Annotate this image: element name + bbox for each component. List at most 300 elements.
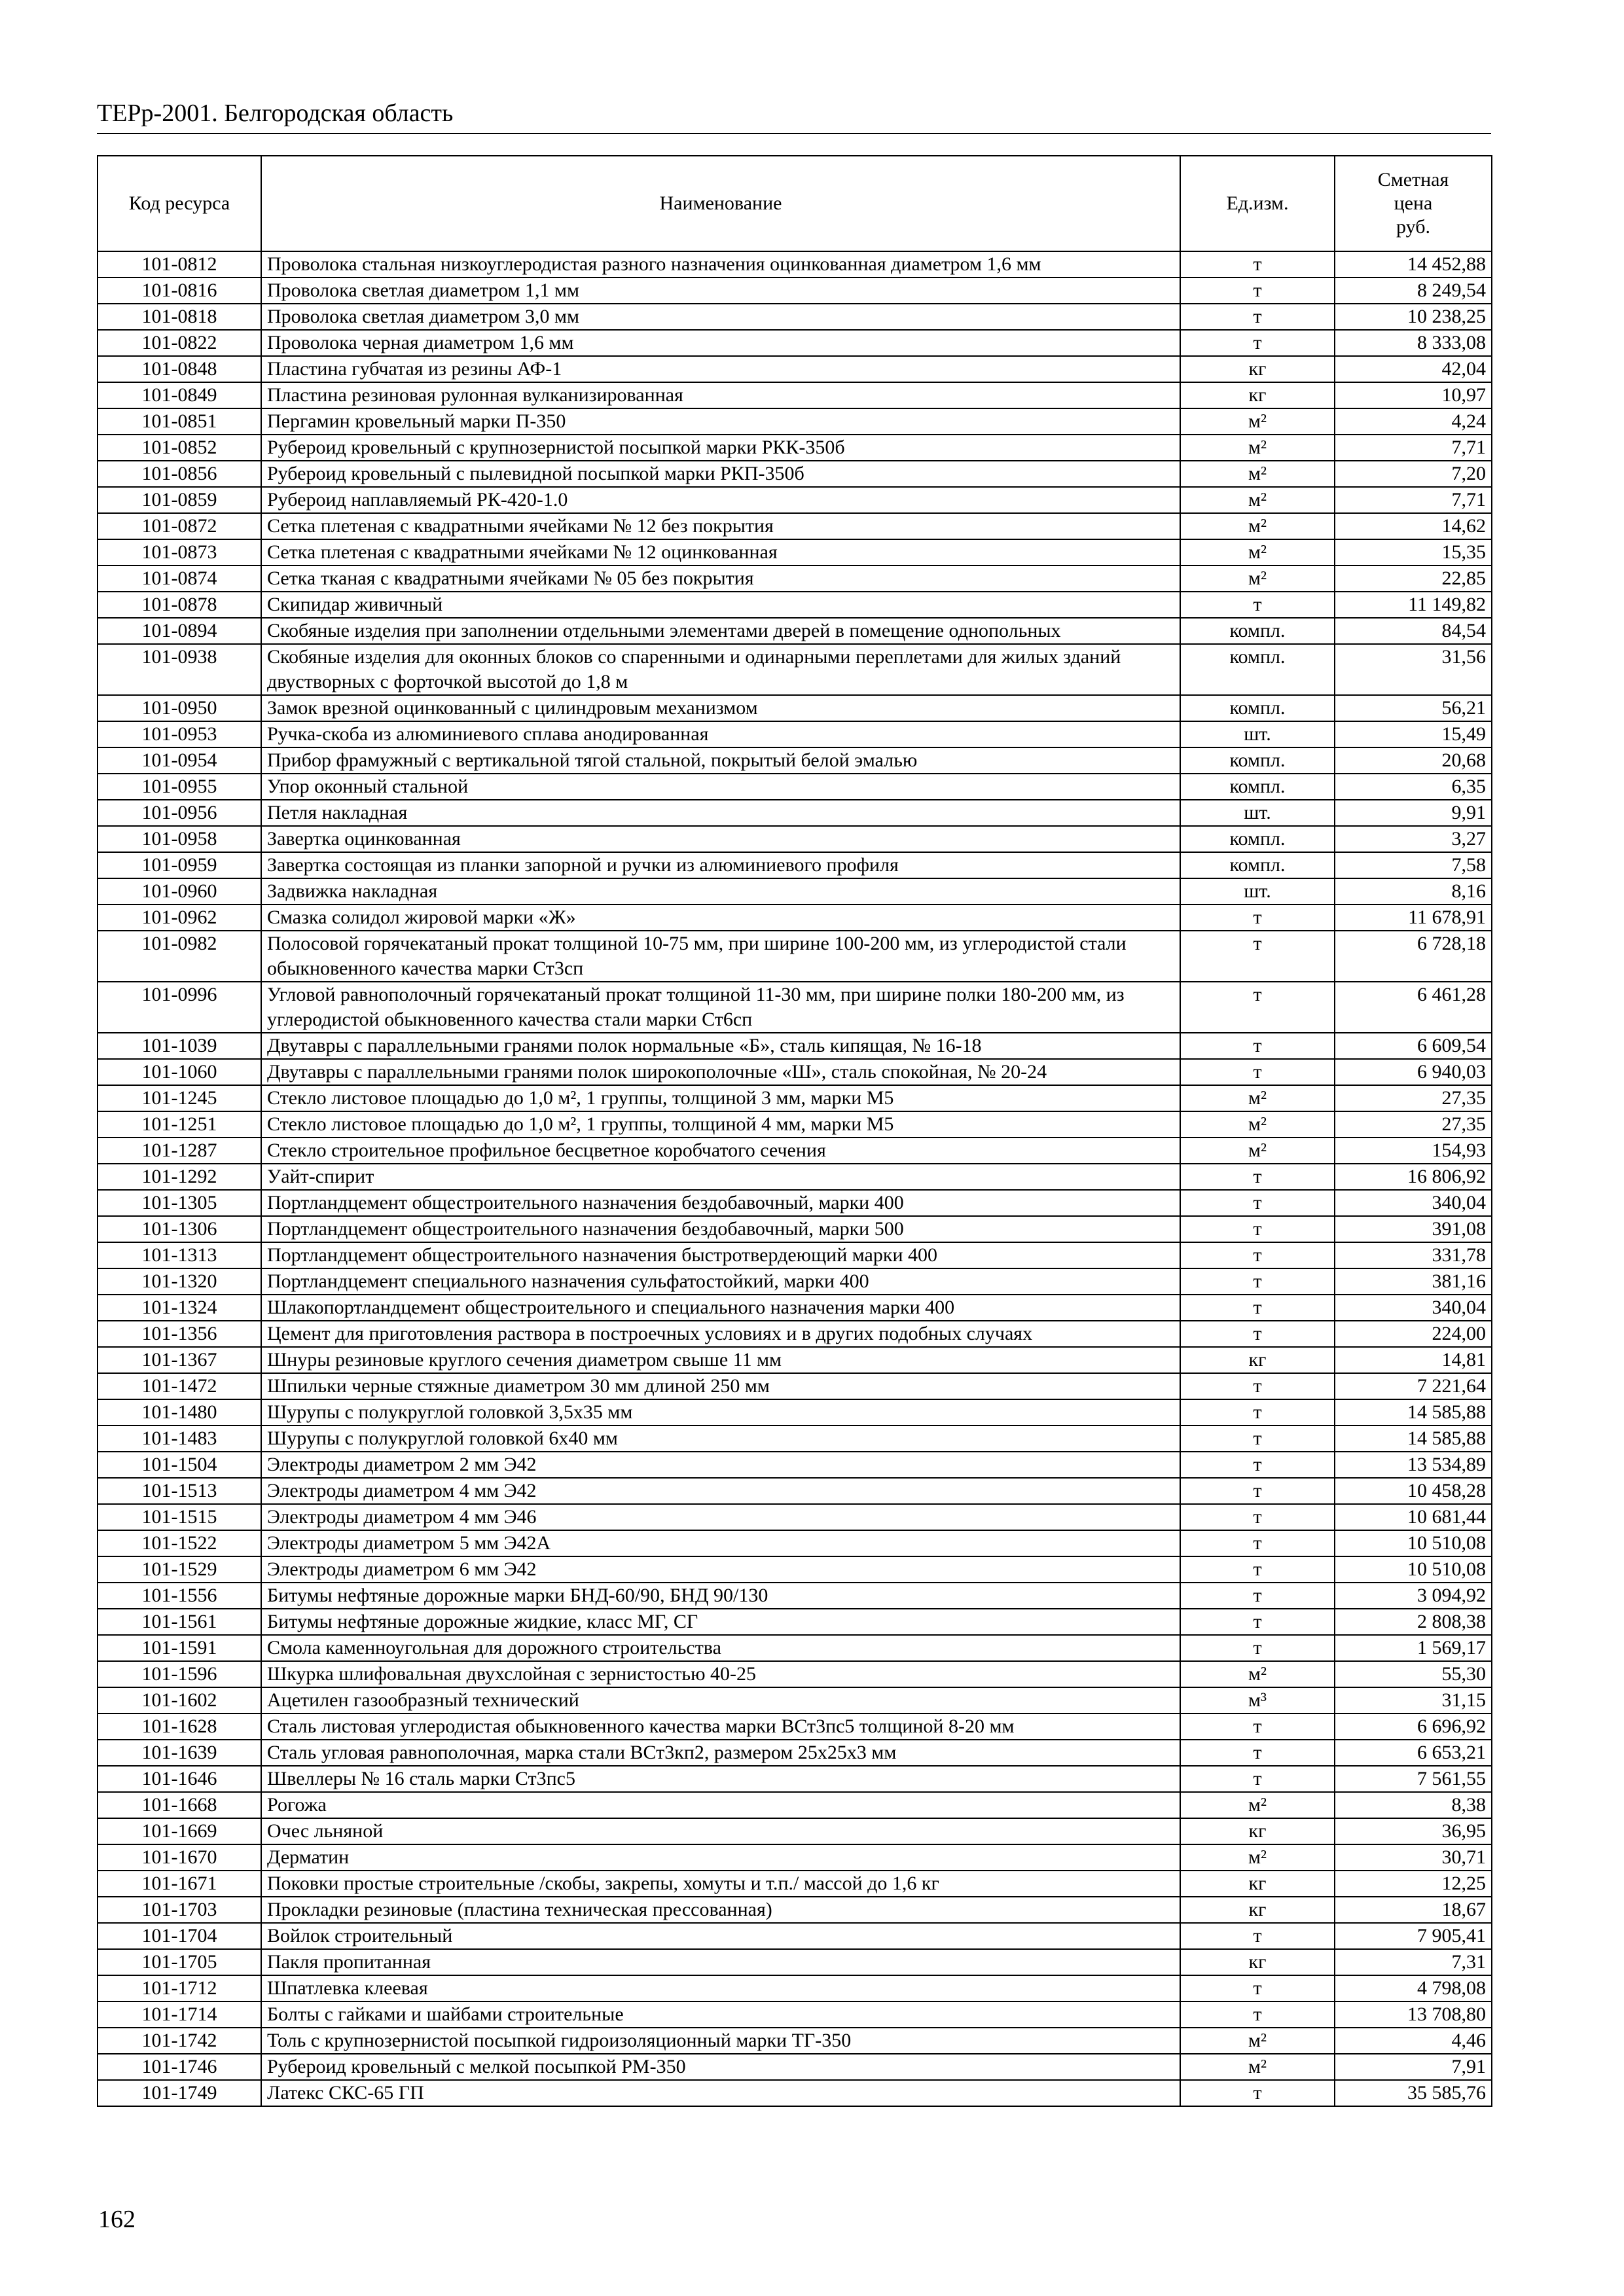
price-cell: 331,78: [1335, 1242, 1492, 1268]
price-cell: 2 808,38: [1335, 1609, 1492, 1635]
resource-name-cell: Дерматин: [261, 1844, 1180, 1871]
resource-name-cell: Стекло листовое площадью до 1,0 м², 1 группы, толщиной 3 мм, марки М5: [261, 1085, 1180, 1111]
resource-name-cell: Поковки простые строительные /скобы, закрепы, хомуты и т.п./ массой до 1,6 кг: [261, 1871, 1180, 1897]
resource-name-cell: Болты с гайками и шайбами строительные: [261, 2001, 1180, 2028]
page-number: 162: [98, 2206, 135, 2233]
unit-cell: т: [1180, 2080, 1335, 2106]
table-row: [98, 1897, 1492, 1923]
resource-name-cell: Портландцемент специального назначения сульфатостойкий, марки 400: [261, 1268, 1180, 1295]
resource-name-cell: Петля накладная: [261, 800, 1180, 826]
resource-name-cell: Электроды диаметром 4 мм Э42: [261, 1478, 1180, 1504]
unit-cell: м²: [1180, 1661, 1335, 1687]
price-cell: 3,27: [1335, 826, 1492, 852]
resource-name-cell: Войлок строительный: [261, 1923, 1180, 1949]
price-cell: 36,95: [1335, 1818, 1492, 1844]
unit-cell: компл.: [1180, 695, 1335, 721]
resource-code-cell: 101-0956: [98, 800, 261, 826]
resource-name-cell: Уайт-спирит: [261, 1164, 1180, 1190]
resource-name-cell: Проволока светлая диаметром 1,1 мм: [261, 278, 1180, 304]
resource-code-cell: 101-0960: [98, 878, 261, 905]
resource-code-cell: 101-1742: [98, 2028, 261, 2054]
resource-code-cell: 101-1367: [98, 1347, 261, 1373]
price-cell: 7 561,55: [1335, 1766, 1492, 1792]
unit-cell: т: [1180, 2001, 1335, 2028]
resource-name-cell: Ручка-скоба из алюминиевого сплава анодированная: [261, 721, 1180, 747]
table-row: [98, 513, 1492, 539]
unit-cell: компл.: [1180, 747, 1335, 774]
table-row: [98, 1792, 1492, 1818]
price-cell: 4,24: [1335, 408, 1492, 435]
unit-cell: т: [1180, 1530, 1335, 1556]
resource-code-cell: 101-1561: [98, 1609, 261, 1635]
resource-name-cell: Проволока черная диаметром 1,6 мм: [261, 330, 1180, 356]
table-row: [98, 1347, 1492, 1373]
price-cell: 35 585,76: [1335, 2080, 1492, 2106]
unit-cell: м²: [1180, 1792, 1335, 1818]
table-row: [98, 852, 1492, 878]
resource-price-table: [97, 155, 1492, 2107]
resource-code-cell: 101-1515: [98, 1504, 261, 1530]
table-row: [98, 1818, 1492, 1844]
table-row: [98, 1975, 1492, 2001]
price-cell: 10,97: [1335, 382, 1492, 408]
unit-cell: т: [1180, 905, 1335, 931]
table-row: [98, 1766, 1492, 1792]
price-cell: 7,71: [1335, 487, 1492, 513]
resource-code-cell: 101-0822: [98, 330, 261, 356]
unit-cell: т: [1180, 304, 1335, 330]
unit-cell: м²: [1180, 539, 1335, 565]
resource-name-cell: Завертка состоящая из планки запорной и ручки из алюминиевого профиля: [261, 852, 1180, 878]
resource-code-cell: 101-0873: [98, 539, 261, 565]
price-table-container: [97, 155, 1491, 2107]
table-row: [98, 1085, 1492, 1111]
resource-code-cell: 101-1060: [98, 1059, 261, 1085]
unit-cell: т: [1180, 1504, 1335, 1530]
price-cell: 7,31: [1335, 1949, 1492, 1975]
resource-code-cell: 101-0959: [98, 852, 261, 878]
unit-cell: кг: [1180, 1897, 1335, 1923]
table-row: [98, 695, 1492, 721]
table-row: [98, 251, 1492, 278]
table-row: [98, 408, 1492, 435]
resource-name-cell: Сетка плетеная с квадратными ячейками № 12 без покрытия: [261, 513, 1180, 539]
price-cell: 8 249,54: [1335, 278, 1492, 304]
price-cell: 16 806,92: [1335, 1164, 1492, 1190]
resource-name-cell: Рубероид наплавляемый РК-420-1.0: [261, 487, 1180, 513]
resource-code-cell: 101-1712: [98, 1975, 261, 2001]
resource-name-cell: Стекло листовое площадью до 1,0 м², 1 группы, толщиной 4 мм, марки М5: [261, 1111, 1180, 1138]
resource-name-cell: Шлакопортландцемент общестроительного и специального назначения марки 400: [261, 1295, 1180, 1321]
price-cell: 84,54: [1335, 618, 1492, 644]
resource-code-cell: 101-0894: [98, 618, 261, 644]
table-row: [98, 1373, 1492, 1399]
unit-cell: т: [1180, 1583, 1335, 1609]
unit-cell: шт.: [1180, 800, 1335, 826]
resource-name-cell: Прокладки резиновые (пластина техническая прессованная): [261, 1897, 1180, 1923]
table-row: [98, 1844, 1492, 1871]
table-row: [98, 592, 1492, 618]
resource-name-cell: Ацетилен газообразный технический: [261, 1687, 1180, 1713]
resource-name-cell: Сетка тканая с квадратными ячейками № 05 без покрытия: [261, 565, 1180, 592]
resource-name-cell: Скобяные изделия при заполнении отдельными элементами дверей в помещение однопольных: [261, 618, 1180, 644]
price-cell: 8,16: [1335, 878, 1492, 905]
price-header-line-1: Сметная: [1377, 169, 1449, 190]
price-cell: 6 728,18: [1335, 931, 1492, 982]
resource-code-cell: 101-0982: [98, 931, 261, 982]
resource-code-cell: 101-1245: [98, 1085, 261, 1111]
resource-code-cell: 101-1669: [98, 1818, 261, 1844]
unit-cell: т: [1180, 1268, 1335, 1295]
table-row: [98, 1556, 1492, 1583]
unit-cell: т: [1180, 1426, 1335, 1452]
table-row: [98, 1923, 1492, 1949]
price-cell: 6 461,28: [1335, 982, 1492, 1033]
price-cell: 10 458,28: [1335, 1478, 1492, 1504]
resource-code-cell: 101-0955: [98, 774, 261, 800]
table-row: [98, 905, 1492, 931]
resource-name-cell: Пергамин кровельный марки П-350: [261, 408, 1180, 435]
resource-name-cell: Битумы нефтяные дорожные жидкие, класс МГ, СГ: [261, 1609, 1180, 1635]
price-cell: 9,91: [1335, 800, 1492, 826]
table-row: [98, 1504, 1492, 1530]
table-row: [98, 1426, 1492, 1452]
price-cell: 13 708,80: [1335, 2001, 1492, 2028]
price-cell: 10 510,08: [1335, 1530, 1492, 1556]
price-cell: 8,38: [1335, 1792, 1492, 1818]
table-row: [98, 330, 1492, 356]
resource-name-cell: Шурупы с полукруглой головкой 3,5х35 мм: [261, 1399, 1180, 1426]
resource-name-cell: Пакля пропитанная: [261, 1949, 1180, 1975]
resource-code-cell: 101-1668: [98, 1792, 261, 1818]
resource-name-cell: Электроды диаметром 6 мм Э42: [261, 1556, 1180, 1583]
resource-name-cell: Полосовой горячекатаный прокат толщиной 10-75 мм, при ширине 100-200 мм, из углеродистой стали обыкновенного качества марки Ст3сп: [261, 931, 1180, 982]
unit-cell: т: [1180, 1766, 1335, 1792]
price-cell: 55,30: [1335, 1661, 1492, 1687]
resource-code-cell: 101-1749: [98, 2080, 261, 2106]
resource-code-cell: 101-1039: [98, 1033, 261, 1059]
table-row: [98, 2001, 1492, 2028]
unit-cell: компл.: [1180, 852, 1335, 878]
resource-code-cell: 101-1251: [98, 1111, 261, 1138]
unit-cell: м²: [1180, 565, 1335, 592]
price-cell: 56,21: [1335, 695, 1492, 721]
price-cell: 7,71: [1335, 435, 1492, 461]
price-cell: 224,00: [1335, 1321, 1492, 1347]
unit-cell: т: [1180, 1713, 1335, 1740]
unit-cell: шт.: [1180, 721, 1335, 747]
table-row: [98, 1583, 1492, 1609]
price-cell: 391,08: [1335, 1216, 1492, 1242]
table-row: [98, 1059, 1492, 1085]
unit-cell: т: [1180, 330, 1335, 356]
table-row: [98, 1268, 1492, 1295]
unit-cell: т: [1180, 278, 1335, 304]
price-header-line-2: цена: [1394, 192, 1433, 214]
unit-cell: кг: [1180, 1949, 1335, 1975]
table-row: [98, 721, 1492, 747]
unit-cell: компл.: [1180, 644, 1335, 695]
resource-name-cell: Портландцемент общестроительного назначения быстротвердеющий марки 400: [261, 1242, 1180, 1268]
unit-cell: м²: [1180, 1085, 1335, 1111]
resource-code-cell: 101-0848: [98, 356, 261, 382]
price-cell: 15,49: [1335, 721, 1492, 747]
price-cell: 27,35: [1335, 1111, 1492, 1138]
table-row: [98, 747, 1492, 774]
price-cell: 10 238,25: [1335, 304, 1492, 330]
resource-name-cell: Сталь листовая углеродистая обыкновенного качества марки ВСт3пс5 толщиной 8-20 мм: [261, 1713, 1180, 1740]
resource-name-cell: Упор оконный стальной: [261, 774, 1180, 800]
table-row: [98, 1295, 1492, 1321]
price-cell: 6 653,21: [1335, 1740, 1492, 1766]
unit-cell: компл.: [1180, 774, 1335, 800]
price-cell: 18,67: [1335, 1897, 1492, 1923]
resource-code-cell: 101-0859: [98, 487, 261, 513]
resource-name-cell: Угловой равнополочный горячекатаный прокат толщиной 11-30 мм, при ширине полки 180-200 мм, из углеродистой обыкновенного качества стали марки Ст6сп: [261, 982, 1180, 1033]
unit-cell: т: [1180, 1321, 1335, 1347]
resource-name-cell: Электроды диаметром 4 мм Э46: [261, 1504, 1180, 1530]
resource-name-cell: Швеллеры № 16 сталь марки Ст3пс5: [261, 1766, 1180, 1792]
resource-name-cell: Портландцемент общестроительного назначения бездобавочный, марки 400: [261, 1190, 1180, 1216]
resource-name-cell: Рубероид кровельный с пылевидной посыпкой марки РКП-350б: [261, 461, 1180, 487]
price-cell: 340,04: [1335, 1295, 1492, 1321]
resource-code-cell: 101-1591: [98, 1635, 261, 1661]
resource-code-cell: 101-1356: [98, 1321, 261, 1347]
resource-code-cell: 101-1646: [98, 1766, 261, 1792]
table-row: [98, 1164, 1492, 1190]
resource-name-cell: Сталь угловая равнополочная, марка стали ВСт3кп2, размером 25х25х3 мм: [261, 1740, 1180, 1766]
table-row: [98, 1740, 1492, 1766]
resource-code-cell: 101-0996: [98, 982, 261, 1033]
resource-code-cell: 101-1670: [98, 1844, 261, 1871]
resource-name-cell: Пластина губчатая из резины АФ-1: [261, 356, 1180, 382]
table-row: [98, 931, 1492, 982]
resource-code-cell: 101-0878: [98, 592, 261, 618]
price-cell: 4 798,08: [1335, 1975, 1492, 2001]
table-row: [98, 1242, 1492, 1268]
resource-code-cell: 101-1628: [98, 1713, 261, 1740]
price-cell: 31,15: [1335, 1687, 1492, 1713]
resource-name-cell: Толь с крупнозернистой посыпкой гидроизоляционный марки ТГ-350: [261, 2028, 1180, 2054]
unit-cell: т: [1180, 1216, 1335, 1242]
unit-cell: т: [1180, 982, 1335, 1033]
resource-name-cell: Прибор фрамужный с вертикальной тягой стальной, покрытый белой эмалью: [261, 747, 1180, 774]
table-row: [98, 487, 1492, 513]
unit-cell: т: [1180, 1478, 1335, 1504]
table-row: [98, 2028, 1492, 2054]
price-cell: 22,85: [1335, 565, 1492, 592]
resource-code-cell: 101-1556: [98, 1583, 261, 1609]
resource-name-cell: Двутавры с параллельными гранями полок широкополочные «Ш», сталь спокойная, № 20-24: [261, 1059, 1180, 1085]
resource-code-cell: 101-0851: [98, 408, 261, 435]
price-cell: 340,04: [1335, 1190, 1492, 1216]
resource-code-cell: 101-0816: [98, 278, 261, 304]
table-row: [98, 461, 1492, 487]
resource-name-cell: Рогожа: [261, 1792, 1180, 1818]
resource-name-cell: Стекло строительное профильное бесцветное коробчатого сечения: [261, 1138, 1180, 1164]
unit-cell: т: [1180, 1190, 1335, 1216]
resource-name-cell: Шнуры резиновые круглого сечения диаметром свыше 11 мм: [261, 1347, 1180, 1373]
resource-code-cell: 101-0958: [98, 826, 261, 852]
table-row: [98, 1321, 1492, 1347]
table-row: [98, 1452, 1492, 1478]
resource-code-cell: 101-1504: [98, 1452, 261, 1478]
resource-code-cell: 101-1671: [98, 1871, 261, 1897]
table-row: [98, 1661, 1492, 1687]
resource-code-cell: 101-1483: [98, 1426, 261, 1452]
table-row: [98, 618, 1492, 644]
header-rule: [97, 133, 1491, 134]
price-cell: 14 585,88: [1335, 1426, 1492, 1452]
table-row: [98, 1478, 1492, 1504]
unit-cell: м²: [1180, 2054, 1335, 2080]
table-row: [98, 982, 1492, 1033]
resource-name-cell: Электроды диаметром 2 мм Э42: [261, 1452, 1180, 1478]
price-cell: 11 149,82: [1335, 592, 1492, 618]
resource-code-cell: 101-1480: [98, 1399, 261, 1426]
resource-code-cell: 101-1704: [98, 1923, 261, 1949]
resource-code-cell: 101-1305: [98, 1190, 261, 1216]
resource-code-cell: 101-1522: [98, 1530, 261, 1556]
resource-name-cell: Шпильки черные стяжные диаметром 30 мм длиной 250 мм: [261, 1373, 1180, 1399]
table-row: [98, 800, 1492, 826]
price-cell: 14 452,88: [1335, 251, 1492, 278]
unit-cell: т: [1180, 1373, 1335, 1399]
resource-name-cell: Битумы нефтяные дорожные марки БНД-60/90, БНД 90/130: [261, 1583, 1180, 1609]
unit-cell: м²: [1180, 461, 1335, 487]
price-cell: 30,71: [1335, 1844, 1492, 1871]
price-cell: 6 609,54: [1335, 1033, 1492, 1059]
resource-code-cell: 101-1513: [98, 1478, 261, 1504]
table-row: [98, 278, 1492, 304]
unit-cell: м²: [1180, 435, 1335, 461]
unit-cell: т: [1180, 1242, 1335, 1268]
unit-cell: т: [1180, 1399, 1335, 1426]
resource-code-cell: 101-1714: [98, 2001, 261, 2028]
resource-code-cell: 101-1529: [98, 1556, 261, 1583]
price-cell: 8 333,08: [1335, 330, 1492, 356]
resource-code-cell: 101-0953: [98, 721, 261, 747]
resource-name-cell: Двутавры с параллельными гранями полок нормальные «Б», сталь кипящая, № 16-18: [261, 1033, 1180, 1059]
resource-name-cell: Завертка оцинкованная: [261, 826, 1180, 852]
table-row: [98, 539, 1492, 565]
unit-cell: кг: [1180, 356, 1335, 382]
table-row: [98, 878, 1492, 905]
resource-name-cell: Замок врезной оцинкованный с цилиндровым механизмом: [261, 695, 1180, 721]
resource-name-cell: Шпатлевка клеевая: [261, 1975, 1180, 2001]
unit-cell: т: [1180, 592, 1335, 618]
price-cell: 6 696,92: [1335, 1713, 1492, 1740]
table-row: [98, 2080, 1492, 2106]
unit-cell: кг: [1180, 1818, 1335, 1844]
unit-cell: т: [1180, 251, 1335, 278]
resource-name-cell: Задвижка накладная: [261, 878, 1180, 905]
unit-cell: т: [1180, 1164, 1335, 1190]
resource-code-cell: 101-1746: [98, 2054, 261, 2080]
resource-code-cell: 101-0818: [98, 304, 261, 330]
resource-code-cell: 101-1639: [98, 1740, 261, 1766]
resource-code-cell: 101-1287: [98, 1138, 261, 1164]
resource-code-cell: 101-1705: [98, 1949, 261, 1975]
table-row: [98, 1635, 1492, 1661]
table-header-row: [98, 156, 1492, 251]
price-header-line-3: руб.: [1396, 216, 1430, 238]
table-body: [98, 251, 1492, 2106]
price-cell: 7,20: [1335, 461, 1492, 487]
price-cell: 12,25: [1335, 1871, 1492, 1897]
resource-name-cell: Скобяные изделия для оконных блоков со спаренными и одинарными переплетами для жилых зданий двустворных с форточкой высотой до 1,8 м: [261, 644, 1180, 695]
unit-cell: компл.: [1180, 618, 1335, 644]
price-cell: 10 510,08: [1335, 1556, 1492, 1583]
price-cell: 14,81: [1335, 1347, 1492, 1373]
table-row: [98, 1216, 1492, 1242]
unit-cell: т: [1180, 1923, 1335, 1949]
resource-code-cell: 101-0954: [98, 747, 261, 774]
unit-cell: т: [1180, 1059, 1335, 1085]
unit-cell: т: [1180, 1740, 1335, 1766]
price-cell: 11 678,91: [1335, 905, 1492, 931]
unit-cell: шт.: [1180, 878, 1335, 905]
price-cell: 381,16: [1335, 1268, 1492, 1295]
resource-code-cell: 101-0849: [98, 382, 261, 408]
unit-cell: кг: [1180, 1347, 1335, 1373]
unit-cell: т: [1180, 1452, 1335, 1478]
unit-cell: м²: [1180, 408, 1335, 435]
column-header-price: [1335, 156, 1492, 251]
table-row: [98, 1949, 1492, 1975]
unit-cell: т: [1180, 1635, 1335, 1661]
table-row: [98, 1713, 1492, 1740]
unit-cell: м²: [1180, 2028, 1335, 2054]
table-row: [98, 1190, 1492, 1216]
price-cell: 20,68: [1335, 747, 1492, 774]
resource-name-cell: Цемент для приготовления раствора в построечных условиях и в других подобных случаях: [261, 1321, 1180, 1347]
price-cell: 7,91: [1335, 2054, 1492, 2080]
resource-code-cell: 101-0938: [98, 644, 261, 695]
resource-code-cell: 101-1602: [98, 1687, 261, 1713]
unit-cell: м²: [1180, 1138, 1335, 1164]
resource-name-cell: Проволока светлая диаметром 3,0 мм: [261, 304, 1180, 330]
resource-name-cell: Пластина резиновая рулонная вулканизированная: [261, 382, 1180, 408]
table-row: [98, 356, 1492, 382]
resource-name-cell: Шурупы с полукруглой головкой 6х40 мм: [261, 1426, 1180, 1452]
table-row: [98, 1871, 1492, 1897]
table-row: [98, 565, 1492, 592]
resource-name-cell: Сетка плетеная с квадратными ячейками № 12 оцинкованная: [261, 539, 1180, 565]
table-row: [98, 435, 1492, 461]
price-cell: 31,56: [1335, 644, 1492, 695]
price-cell: 6 940,03: [1335, 1059, 1492, 1085]
resource-name-cell: Смола каменноугольная для дорожного строительства: [261, 1635, 1180, 1661]
resource-name-cell: Скипидар живичный: [261, 592, 1180, 618]
price-cell: 27,35: [1335, 1085, 1492, 1111]
resource-name-cell: Шкурка шлифовальная двухслойная с зернистостью 40-25: [261, 1661, 1180, 1687]
unit-cell: т: [1180, 1033, 1335, 1059]
price-cell: 10 681,44: [1335, 1504, 1492, 1530]
price-cell: 6,35: [1335, 774, 1492, 800]
table-row: [98, 644, 1492, 695]
price-cell: 14 585,88: [1335, 1399, 1492, 1426]
resource-name-cell: Проволока стальная низкоуглеродистая разного назначения оцинкованная диаметром 1,6 мм: [261, 251, 1180, 278]
price-cell: 13 534,89: [1335, 1452, 1492, 1478]
resource-name-cell: Рубероид кровельный с крупнозернистой посыпкой марки РКК-350б: [261, 435, 1180, 461]
table-row: [98, 1687, 1492, 1713]
page-header-title: ТЕРр-2001. Белгородская область: [97, 99, 454, 127]
table-row: [98, 774, 1492, 800]
resource-name-cell: Смазка солидол жировой марки «Ж»: [261, 905, 1180, 931]
price-cell: 3 094,92: [1335, 1583, 1492, 1609]
unit-cell: т: [1180, 1609, 1335, 1635]
